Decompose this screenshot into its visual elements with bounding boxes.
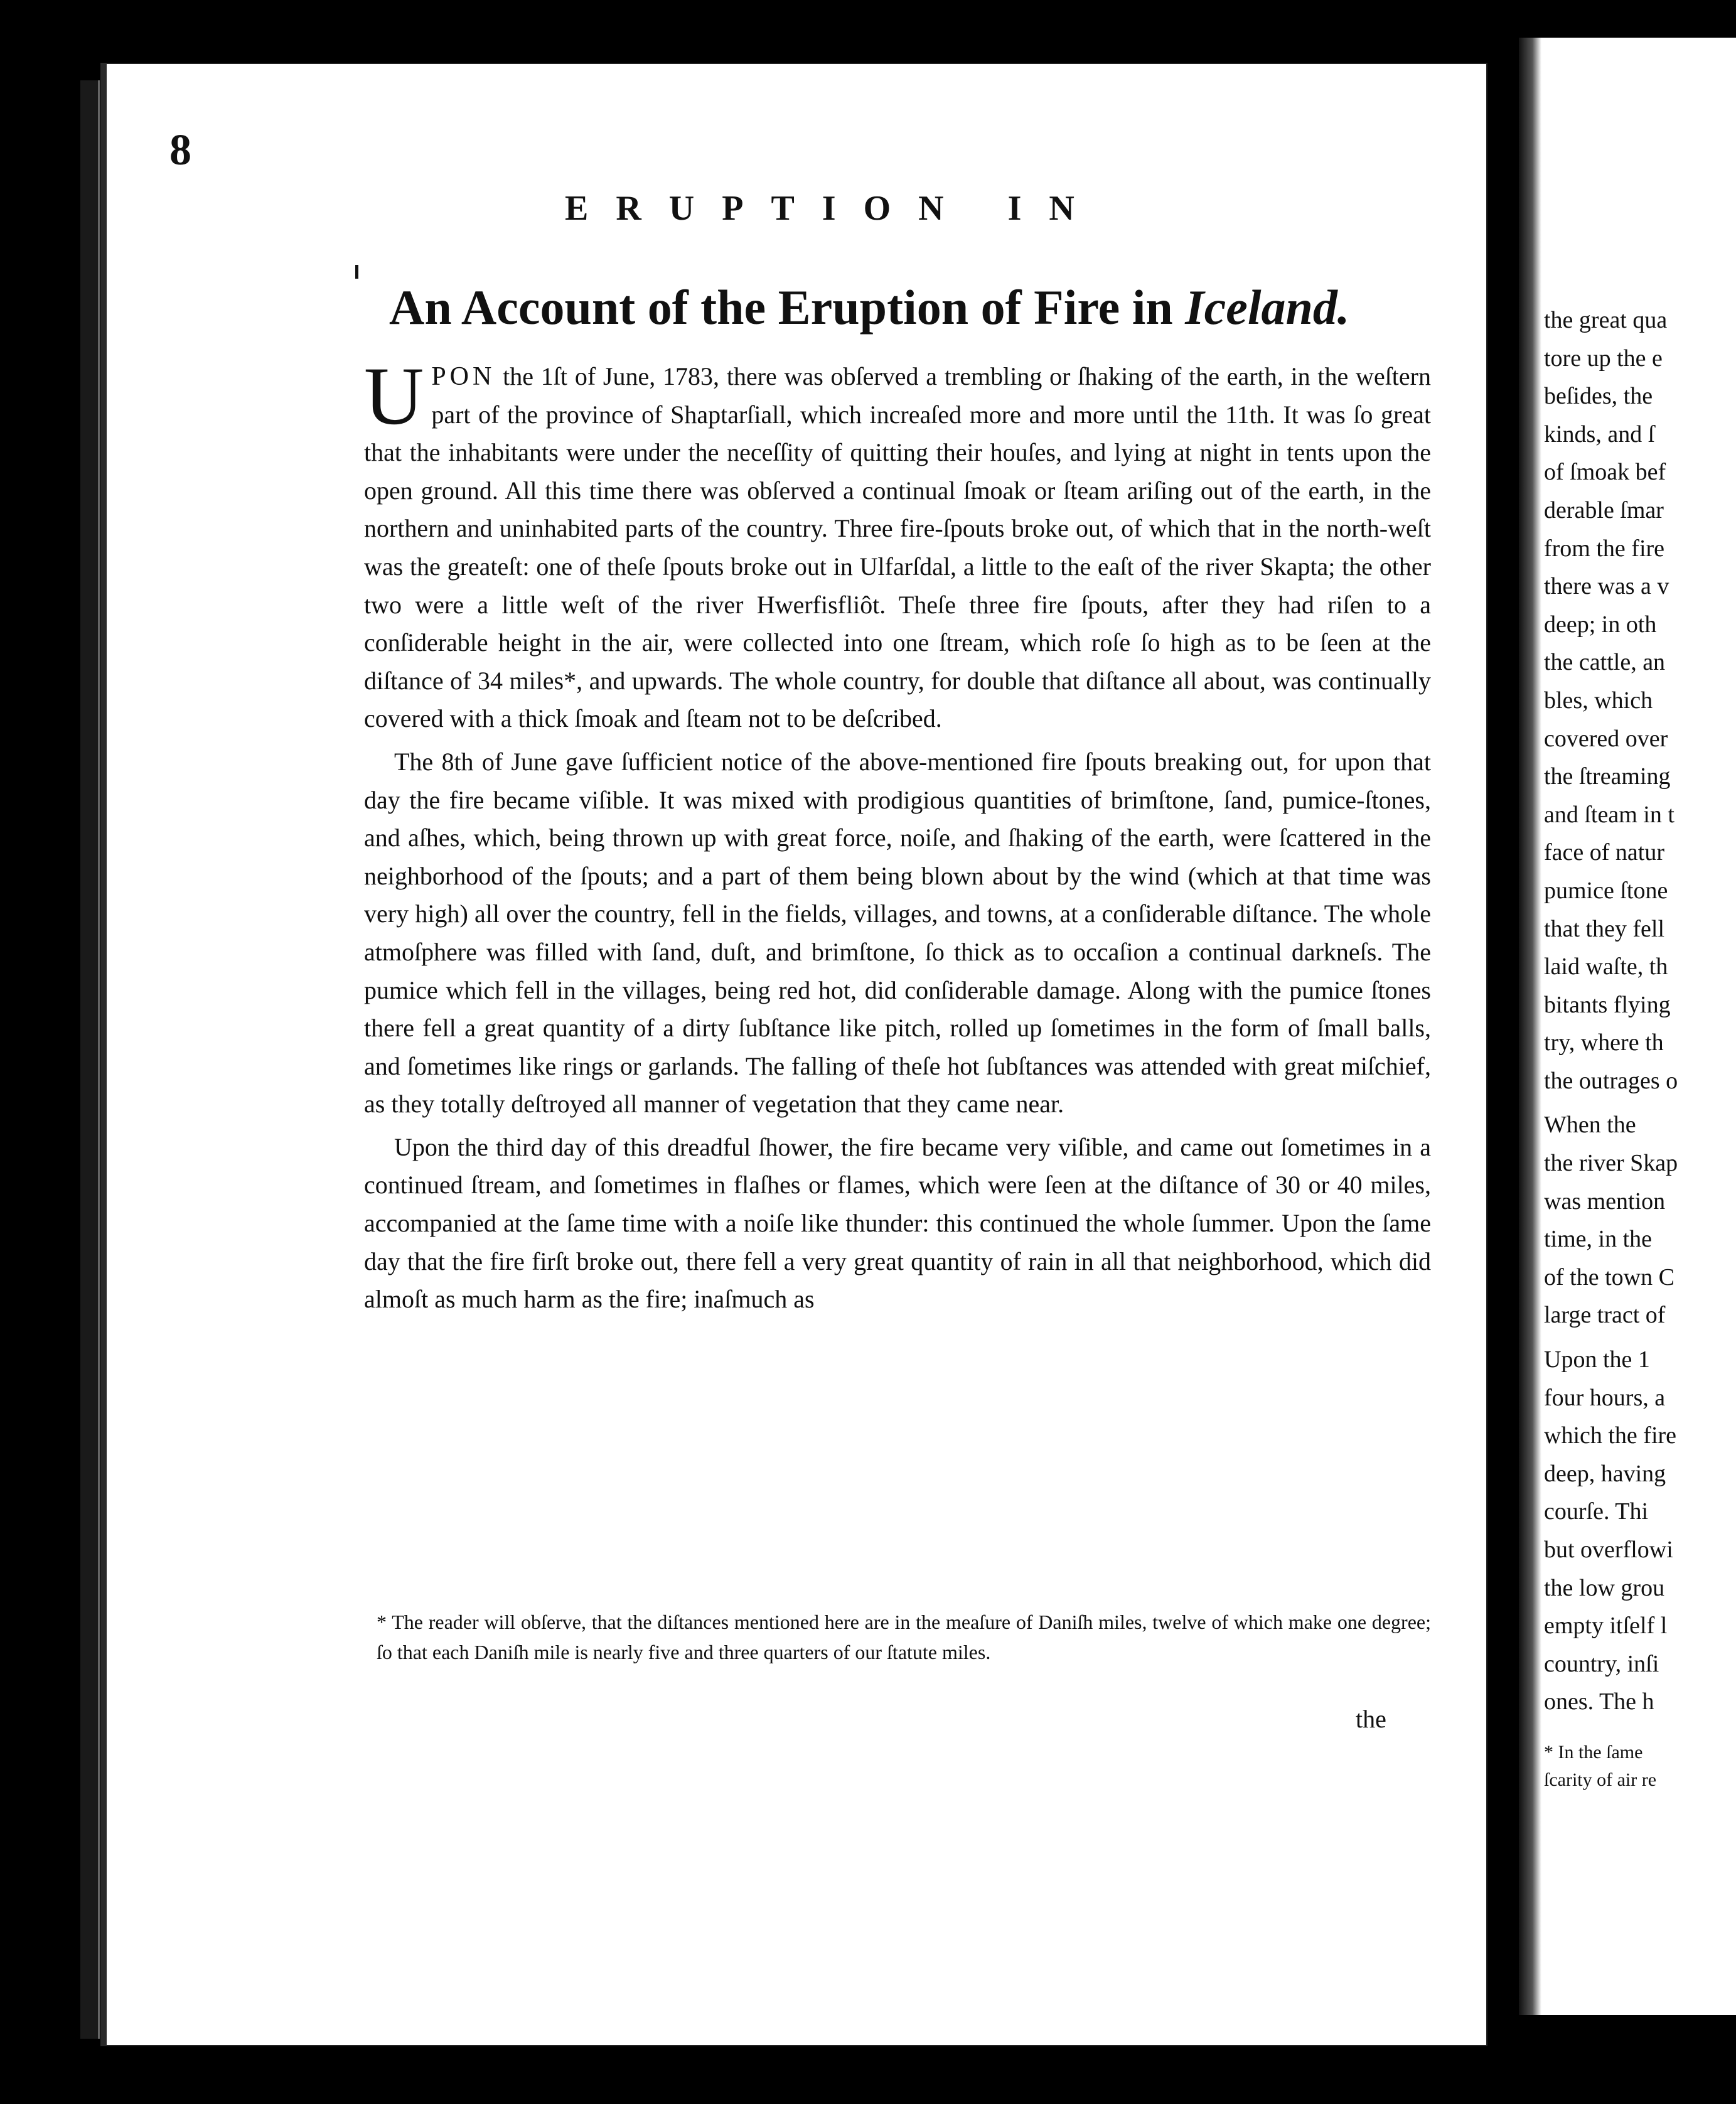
facing-page-line: the outrages o xyxy=(1544,1067,1678,1094)
facing-page-line: ones. The h xyxy=(1544,1688,1654,1715)
facing-page-line: but overflowi xyxy=(1544,1537,1673,1563)
facing-page-line: from the fire xyxy=(1544,535,1665,562)
paragraph-2: The 8th of June gave ſufficient notice of the above-mentioned fire ſpouts breaking out, for upon that day the fire became viſible. It was mixed with prodigious quantities of brimſtone, ſand, pumice-ſtones, and aſhes, which, being thrown up with great force, noiſe, and ſhaking of the earth, were ſcattered in the neighborhood of the ſpouts; and a part of them being blown about by the wind (which at that time was very high) all over the country, fell in the fields, villages, and towns, at a conſiderable diſtance. The whole atmoſphere was filled with ſand, duſt, and brimſtone, ſo thick as to occaſion a continual darkneſs. The pumice which fell in the villages, being red hot, did conſiderable damage. Along with the pumice ſtones there fell a great quantity of a dirty ſubſtance like pitch, rolled up ſometimes in the form of ſmall balls, and ſometimes like rings or garlands. The falling of theſe hot ſubſtances was attended with great miſchief, as they totally deſtroyed all manner of vegetation that they came near. xyxy=(364,747,1431,1119)
facing-page-line: the ſtreaming xyxy=(1544,763,1671,790)
facing-footnote-line: * In the ſame xyxy=(1544,1742,1643,1763)
article-title xyxy=(389,279,1469,336)
facing-page-line: kinds, and ſ xyxy=(1544,421,1655,448)
facing-page-line: the river Skap xyxy=(1544,1150,1678,1177)
facing-page-line: country, inſi xyxy=(1544,1650,1659,1677)
facing-page-line: of the town C xyxy=(1544,1264,1674,1291)
drop-cap: U xyxy=(364,350,424,442)
printer-mark xyxy=(355,265,358,279)
facing-page-line: and ſteam in t xyxy=(1544,801,1674,828)
facing-page-line: time, in the xyxy=(1544,1226,1653,1253)
running-head: ERUPTION IN xyxy=(565,189,1102,228)
paragraph-1 xyxy=(364,350,1431,738)
facing-page-footnote xyxy=(1544,1739,1736,1794)
facing-footnote-line: ſcarity of air re xyxy=(1544,1769,1657,1790)
facing-page-line: face of natur xyxy=(1544,839,1664,866)
footnote: * The reader will obſerve, that the diſtances mentioned here are in the meaſure of Daniſh miles, twelve of which make one degree; ſo that each Daniſh mile is nearly five and three quarters of our ſtatute miles. xyxy=(377,1611,1431,1663)
catchword: the xyxy=(1356,1705,1386,1733)
facing-page-line: covered over xyxy=(1544,725,1668,752)
left-page-edge xyxy=(80,80,100,2039)
paragraph-1-text: the 1ſt of June, 1783, there was obſerved a trembling or ſhaking of the earth, in the weſtern part of the province of Shaptarſiall, which increaſed more and more until the 11th. It was ſo great that the inhabitants were under the neceſſity of quitting their houſes, and lying at night in tents upon the open ground. All this time there was obſerved a continual ſmoak or ſteam ariſing out of the earth, in the northern and uninhabited parts of the country. Three fire-ſpouts broke out, of which that in the north-weſt was the greateſt: one of theſe ſpouts broke out in Ulfarſdal, a little to the eaſt of the river Skapta; the other two were a little weſt of the river Hwerfisfliôt. Theſe three fire ſpouts, after they had riſen to a conſiderable height in the air, were collected into one ſtream, which roſe ſo high as to be ſeen at the diſtance of 34 miles*, and upwards. The whole country, for double that diſtance all about, was continually covered with a thick ſmoak and ſteam not to be deſcribed. xyxy=(364,362,1431,733)
facing-page-line: laid waſte, th xyxy=(1544,953,1668,980)
facing-page-text xyxy=(1544,301,1736,1721)
facing-page-line: derable ſmar xyxy=(1544,496,1664,523)
article-body xyxy=(364,350,1431,1324)
paragraph-3: Upon the third day of this dreadful ſhower, the fire became very viſible, and came out ſometimes in a continued ſtream, and ſometimes in flaſhes or flames, which were ſeen at the diſtance of 30 or 40 miles, accompanied at the ſame time with a noiſe like thunder: this continued the whole ſummer. Upon the ſame day that the fire firſt broke out, there fell a very great quantity of rain in all that neighborhood, which did almoſt as much harm as the fire; inaſmuch as xyxy=(364,1132,1431,1314)
facing-page-line: which the fire xyxy=(1544,1422,1677,1449)
facing-page-line: try, where th xyxy=(1544,1029,1664,1056)
facing-page-line: When the xyxy=(1544,1112,1636,1139)
facing-page-line: empty itſelf l xyxy=(1544,1613,1668,1640)
facing-page-line: Upon the 1 xyxy=(1544,1346,1650,1373)
facing-page-line: of ſmoak bef xyxy=(1544,459,1666,486)
facing-page-line: large tract of xyxy=(1544,1302,1666,1329)
facing-page-line: was mention xyxy=(1544,1188,1666,1215)
facing-page-line: deep, having xyxy=(1544,1460,1666,1487)
title-main: An Account of the Eruption of Fire in xyxy=(389,280,1173,335)
facing-page-line: tore up the e xyxy=(1544,345,1663,372)
facing-page-line: the cattle, an xyxy=(1544,649,1666,676)
opening-small-caps: PON xyxy=(431,362,496,391)
paragraph-gap xyxy=(1544,1100,1736,1106)
facing-page-fragment xyxy=(1519,38,1736,2015)
paragraph-gap xyxy=(1544,1334,1736,1341)
facing-page-line: beſides, the xyxy=(1544,383,1653,410)
facing-page-line: bles, which xyxy=(1544,687,1653,714)
page-number: 8 xyxy=(169,126,191,174)
facing-page-line: the great qua xyxy=(1544,307,1668,333)
facing-page-line: bitants flying xyxy=(1544,991,1671,1018)
facing-page-line: that they fell xyxy=(1544,915,1665,942)
gutter-shadow xyxy=(1519,38,1541,2015)
facing-page-line: there was a v xyxy=(1544,573,1669,600)
facing-page-line: the low grou xyxy=(1544,1574,1665,1601)
facing-page-line: pumice ſtone xyxy=(1544,877,1668,904)
title-place: Iceland. xyxy=(1185,280,1350,335)
facing-page-line: four hours, a xyxy=(1544,1384,1666,1411)
facing-page-line: courſe. Thi xyxy=(1544,1498,1649,1525)
facing-page-line: deep; in oth xyxy=(1544,611,1657,638)
